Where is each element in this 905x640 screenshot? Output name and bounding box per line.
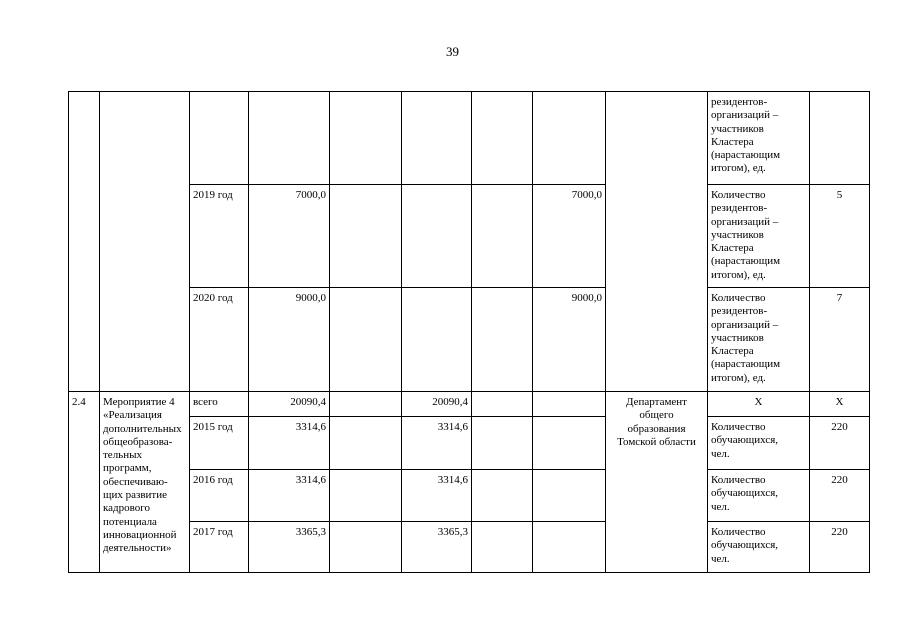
budget-cell <box>533 522 606 573</box>
indicator-cell <box>708 522 810 573</box>
measure-name-cell <box>100 392 190 573</box>
year-cell <box>190 92 249 185</box>
page-number: 39 <box>446 44 459 59</box>
budget-cell <box>330 392 402 417</box>
indicator-value-cell: X <box>810 392 870 417</box>
budget-cell: 3314,6 <box>402 470 472 522</box>
executor-cell <box>606 392 708 573</box>
table-row <box>69 392 870 417</box>
table-row <box>69 288 870 392</box>
budget-cell: 9000,0 <box>533 288 606 392</box>
indicator-text: Количество обучающихся, чел. <box>711 526 779 565</box>
budget-cell <box>402 185 472 288</box>
total-cell <box>249 92 330 185</box>
budget-cell <box>330 92 402 185</box>
year-cell: всего <box>190 392 249 417</box>
year-cell: 2016 год <box>190 470 249 522</box>
year-cell: 2015 год <box>190 417 249 470</box>
total-cell: 7000,0 <box>249 185 330 288</box>
table-row <box>69 185 870 288</box>
row-number-cell: 2.4 <box>69 392 100 573</box>
indicator-cell <box>708 470 810 522</box>
total-cell: 9000,0 <box>249 288 330 392</box>
indicator-cell: X <box>708 392 810 417</box>
indicator-value-cell: 5 <box>810 185 870 288</box>
indicator-text: резидентов- организаций – участников Кластера (нарастающим итогом), ед. <box>711 96 781 175</box>
table-row <box>69 522 870 573</box>
indicator-cell <box>708 185 810 288</box>
budget-cell <box>533 392 606 417</box>
table-row <box>69 417 870 470</box>
budget-cell <box>330 185 402 288</box>
budget-cell: 7000,0 <box>533 185 606 288</box>
measure-name: Мероприятие 4 «Реализация дополнительных общеобразова- тельных программ, обеспечиваю- щих развитие кадрового потенциала инновационной деятельности» <box>103 396 182 555</box>
indicator-text: Количество обучающихся, чел. <box>711 474 779 513</box>
executor-cell <box>606 92 708 392</box>
budget-cell <box>472 392 533 417</box>
row-number-cell <box>69 92 100 392</box>
indicator-cell <box>708 417 810 470</box>
table-row <box>69 92 870 185</box>
year-cell: 2017 год <box>190 522 249 573</box>
budget-cell <box>472 185 533 288</box>
indicator-text: Количество резидентов- организаций – участников Кластера (нарастающим итогом), ед. <box>711 292 781 384</box>
budget-cell: 20090,4 <box>402 392 472 417</box>
budget-cell <box>472 288 533 392</box>
total-cell: 3314,6 <box>249 470 330 522</box>
indicator-cell <box>708 288 810 392</box>
year-cell: 2020 год <box>190 288 249 392</box>
year-cell: 2019 год <box>190 185 249 288</box>
indicator-value-cell: 7 <box>810 288 870 392</box>
budget-cell <box>402 288 472 392</box>
total-cell: 3365,3 <box>249 522 330 573</box>
executor-text: Департамент общего образования Томской области <box>617 396 696 448</box>
total-cell: 20090,4 <box>249 392 330 417</box>
budget-cell <box>472 522 533 573</box>
program-table <box>68 91 870 573</box>
budget-cell <box>472 470 533 522</box>
total-cell: 3314,6 <box>249 417 330 470</box>
budget-cell <box>330 288 402 392</box>
indicator-value-cell: 220 <box>810 417 870 470</box>
indicator-value-cell: 220 <box>810 522 870 573</box>
budget-cell <box>472 92 533 185</box>
budget-cell: 3314,6 <box>402 417 472 470</box>
table-row <box>69 470 870 522</box>
indicator-text: Количество обучающихся, чел. <box>711 421 779 460</box>
budget-cell: 3365,3 <box>402 522 472 573</box>
indicator-value-cell <box>810 92 870 185</box>
measure-name-cell <box>100 92 190 392</box>
budget-cell <box>533 92 606 185</box>
indicator-value-cell: 220 <box>810 470 870 522</box>
budget-cell <box>330 522 402 573</box>
budget-cell <box>533 470 606 522</box>
indicator-text: Количество резидентов- организаций – участников Кластера (нарастающим итогом), ед. <box>711 189 781 281</box>
budget-cell <box>330 417 402 470</box>
budget-cell <box>472 417 533 470</box>
budget-cell <box>533 417 606 470</box>
indicator-cell <box>708 92 810 185</box>
budget-cell <box>402 92 472 185</box>
budget-cell <box>330 470 402 522</box>
